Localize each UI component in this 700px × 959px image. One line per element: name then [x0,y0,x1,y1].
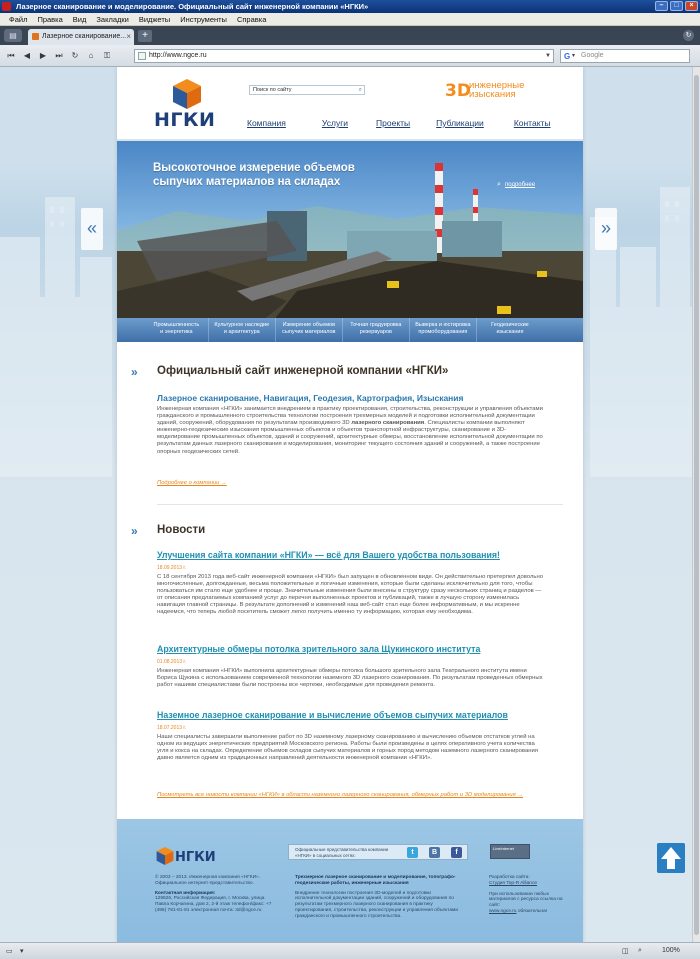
back-icon[interactable]: ◀ [23,51,31,60]
page-icon [138,52,146,60]
news-item-title[interactable]: Архитектурные обмеры потолка зрительного зала Щукинского института [157,644,481,654]
banner-title [153,161,355,189]
rewind-icon[interactable]: ⏮ [7,51,15,60]
news-item-title[interactable]: Наземное лазерное сканирование и вычисление объемов сыпучих материалов [157,710,508,720]
news-text: Наши специалисты завершили выполнение работ по 3D наземному лазерному сканированию и вычислению объемов отстатков углей на одном из ведущих энергетических предприятий Московского региона. Работы были произведены в целях оперативного учета количества угля и кокса на складах. Определение объемов складов сыпучих материалов и горных пород методом наземного лазерного сканирования давно является одним из традиционных направлений деятельности инженерной компании «НГКИ». [157,734,539,762]
search-engine-field[interactable] [560,49,690,63]
section-divider [157,504,563,505]
close-window-button[interactable]: × [685,1,698,11]
social-links [288,844,468,860]
banner-sections-nav [117,318,583,342]
counter-label: LiveInternet [493,846,514,851]
section-tanks[interactable] [343,318,410,342]
section-alignment[interactable] [410,318,477,342]
section-line: и энергетика [160,328,193,335]
nav-contacts[interactable]: Контакты [513,118,551,128]
copyright-note-end: обязательна! [517,908,548,914]
home-icon[interactable]: ⌂ [88,51,94,60]
reload-icon[interactable]: ↻ [71,51,79,60]
intro-text-bold: лазерного сканирования [351,420,425,427]
main-nav [247,118,587,128]
news-item-title[interactable]: Улучшения сайта компании «НГКИ» — всё для Вашего удобства пользования! [157,550,500,560]
address-field[interactable] [134,49,554,63]
section-line: Промышленность [153,322,200,328]
engineering-surveys-badge[interactable] [469,81,524,99]
double-chevron-icon: » [131,524,138,538]
contacts-title: Контактная информация: [155,890,216,896]
close-tab-icon[interactable]: × [126,32,131,41]
chevron-down-icon[interactable]: ▼ [545,53,551,59]
magnifier-icon: ⌕ [497,181,501,188]
hero-banner[interactable] [117,141,583,341]
news-text: С 18 сентября 2013 года веб-сайт инженерной компании «НГКИ» был запущен в обновленном виде. Он действительно претерпел довольно многочисленные, долгожданные, весьма положительные и логичные изменения, которые были сделаны исключительно для того, чтобы пользоваться им стало еще удобнее и проще. Значительные изменения были внесены в структуру сразу нескольких страниц и разделов — от описания предлагаемых компанией услуг до перечня выполненных проектов и публикаций, также в лучшую сторону изменилась навигация главной страницы. В результате дополнений и изменений наш веб-сайт стал еще более информативным, и мы искренне надеемся, что теперь любой посетитель сможет легко получить именно ту информацию, которая ему необходима. [157,574,544,616]
scroll-to-top-button[interactable] [657,843,685,873]
menu-view[interactable]: Вид [72,15,87,24]
address-toolbar [0,45,700,67]
section-line: промоборудования [418,328,468,335]
badge-line-2: изыскания [469,89,516,100]
search-placeholder: Поиск по сайту [253,87,292,93]
status-bar [0,942,700,959]
section-line: Геодезические [491,322,529,328]
intro-text-part: Инженерная компания «НГКИ» занимается внедрением в практику проектирования, строительства, реконструкции и управления объектами гражданского и промышленного строительства технологии построения трехмерных моделей и подготовки исполнительной документации зданий, сооружений, оборудования по результатам производимого 3D [157,406,543,427]
intro-text-part: . Специалисты компании выполняют инженерно-геодезические изыскания промышленных объектов и объектов транспортной инфраструктуры, сканирование и 3D-моделирование промышленных объектов, зданий и сооружений, архитектурные обмеры, восстановление исполнительной документации по результатам данных лазерного сканирования и моделирования, мониторинг текущего состояния зданий и сооружений, а также построение опорных геодезических сетей. [157,420,543,455]
google-icon: G [564,52,571,61]
social-text: Официальные представительства компании «НГКИ» в социальных сетях: [295,847,389,858]
chevron-down-icon[interactable]: ▾ [572,53,576,59]
section-line: Точная градуировка [350,322,402,328]
section-industry[interactable] [145,318,209,342]
intro-title: Официальный сайт инженерной компании «НГКИ» [157,365,449,377]
twitter-icon[interactable]: t [407,847,418,858]
section-geodesy[interactable] [477,318,543,342]
badge-line-1: инженерные [469,80,525,91]
double-chevron-icon: » [131,365,138,379]
ngki-logo-text[interactable]: НГКИ [154,109,216,131]
menu-edit[interactable]: Правка [37,15,63,24]
minimize-button[interactable]: – [655,1,668,11]
news-date: 01.08.2013 г. [157,659,187,665]
nav-company[interactable]: Компания [247,118,286,128]
section-line: Измерение объемов [282,322,336,328]
new-tab-button[interactable]: + [138,30,152,42]
menu-bookmarks[interactable]: Закладки [96,15,129,24]
section-line: и архитектура [223,328,260,335]
intro-text [157,406,547,456]
key-icon[interactable]: ⚿ [103,51,111,60]
url-text: http://www.ngce.ru [149,52,207,59]
news-date: 18.07.2013 г. [157,725,187,731]
zoom-icon[interactable]: ⌕ [638,947,642,954]
banner-title-line-2: сыпучих материалов на складах [153,176,341,188]
all-news-link[interactable]: Посмотреть все новости компании «НГКИ» в области наземного лазерного сканирования, обмерных работ и 3D моделирования → [157,792,524,798]
news-date: 18.09.2013 г. [157,565,187,571]
search-icon[interactable]: ⌕ [358,87,362,93]
menu-bar [0,13,700,26]
site-header [117,67,583,141]
fastforward-icon[interactable]: ⏭ [55,51,63,60]
menu-file[interactable]: Файл [9,15,28,24]
nav-projects[interactable]: Проекты [376,118,411,128]
tab-bar [0,26,700,45]
section-line: Выверка и юстировка [415,322,471,328]
closed-tabs-icon[interactable]: ↻ [683,30,694,41]
site-search-input[interactable] [249,85,365,95]
ngki-footer-logo-icon[interactable] [155,847,175,865]
news-title: Новости [157,524,206,536]
view-icon[interactable]: ◫ [622,948,629,955]
banner-prev-button[interactable]: « [81,208,103,250]
vk-icon[interactable]: B [429,847,440,858]
section-volumes[interactable] [276,318,343,342]
section-line: резервуаров [359,328,392,335]
menu-tools[interactable]: Инструменты [180,15,227,24]
search-engine-placeholder: Google [581,52,604,59]
page-viewport [0,67,700,942]
window-title: Лазерное сканирование и моделирование. Официальный сайт инженерной компании «НГКИ» [16,2,369,11]
news-text: Инженерная компания «НГКИ» выполнила архитектурные обмеры потолка большого зрительного зала Театрального института имени Бориса Щукина с использованием современной технологии наземного 3D лазерного сканирования. По результатам проведенных обмерных работ нашими специалистами были построены все чертежи, необходимые для проведения ремонта. [157,668,543,689]
contacts-text: 129626, Российская Федерация, г. Москва, улица Павла Корчагина, дом 2, 2-й этаж телефон/факс: +7 (495) 781-81-81 электронная почта: 3d@ngce.ru [155,896,272,913]
about-company-link[interactable]: Подробнее о компании → [157,480,227,486]
tab-title: Лазерное сканирование... [42,33,127,40]
panel-icon[interactable]: ▭ [6,948,13,955]
footer-about-title: Трехмерное лазерное сканирование и моделирование, топографо-геодезические работы, инженерные изыскания [295,875,456,886]
browser-tab[interactable] [28,29,134,45]
copyright-note: При использовании любых материалов с ресурса ссылка на сайт: [489,891,563,909]
credits-label: Разработка сайта: [489,875,530,880]
nav-services[interactable]: Услуги [321,118,349,128]
site-favicon-icon [32,33,39,40]
zoom-level[interactable]: 100% [662,947,680,954]
footer-logo-text[interactable]: НГКИ [175,850,216,865]
footer-copyright: © 2003 – 2013. Инженерная компания «НГКИ». Официальное интернет-представительство. [155,875,261,886]
opera-icon [2,2,11,11]
studio-link[interactable]: Студия Top-R Alliance [489,880,538,886]
forward-icon[interactable]: ▶ [39,51,47,60]
banner-next-button[interactable]: » [595,208,617,250]
site-link[interactable]: www.ngce.ru [489,908,517,914]
panel-toggle-icon[interactable]: ▤ [4,29,22,42]
nav-publications[interactable]: Публикации [436,118,484,128]
section-heritage[interactable] [209,318,276,342]
intro-subtitle: Лазерное сканирование, Навигация, Геодезия, Картография, Изыскания [157,393,464,403]
banner-title-line-1: Высокоточное измерение объемов [153,162,355,174]
scrollbar-thumb[interactable] [694,75,699,935]
menu-widgets[interactable]: Виджеты [138,15,171,24]
badge-3d[interactable]: 3D [445,81,471,101]
page-scrollbar[interactable] [692,67,700,942]
site-footer [117,819,583,942]
liveinternet-counter[interactable] [490,844,530,859]
banner-more-link[interactable]: подробнее [505,182,536,188]
maximize-button[interactable]: □ [670,1,683,11]
window-titlebar [0,0,700,13]
chevron-down-icon[interactable]: ▾ [20,948,24,955]
footer-about-text: Внедрение технологии построения 3D-моделей и подготовки исполнительной документации зданий, сооружений и оборудования по результатам трехмерного лазерного сканирования в практику проектирования, строительства, реконструкции и управления объектами гражданского и промышленного строительства. [295,890,459,919]
site-page [117,67,583,942]
section-line: сыпучих материалов [282,328,336,335]
section-line: Культурное наследие [214,322,270,328]
menu-help[interactable]: Справка [236,15,267,24]
footer-contacts [155,875,275,914]
section-line: изыскания [496,328,524,335]
facebook-icon[interactable]: f [451,847,462,858]
footer-credits [489,875,567,915]
footer-about [295,875,465,920]
